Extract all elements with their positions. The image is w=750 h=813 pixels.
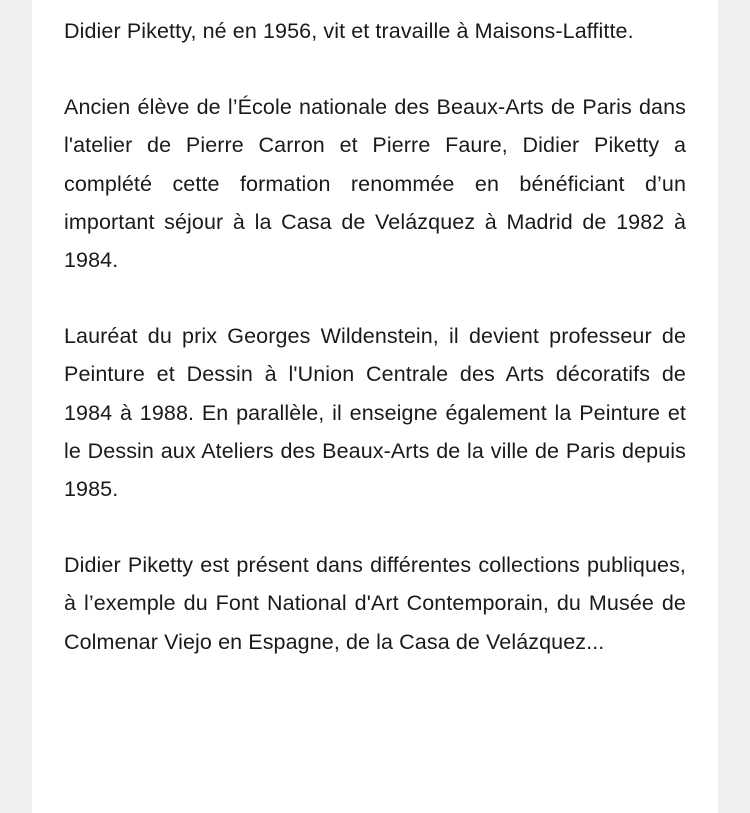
article-card — [32, 0, 718, 813]
paragraph-collections: Didier Piketty est présent dans différentes collections publiques, à l’exemple du Font National d'Art Contemporain, du Musée de Colmenar Viejo en Espagne, de la Casa de Velázquez... — [64, 553, 686, 654]
paragraph-career: Lauréat du prix Georges Wildenstein, il devient professeur de Peinture et Dessin à l'Union Centrale des Arts décoratifs de 1984 à 1988. En parallèle, il enseigne également la Peinture et le Dessin aux Ateliers des Beaux-Arts de la ville de Paris depuis 1985. — [64, 324, 686, 502]
paragraph-education: Ancien élève de l’École nationale des Beaux-Arts de Paris dans l'atelier de Pierre Carron et Pierre Faure, Didier Piketty a complété cette formation renommée en bénéficiant d’un important séjour à la Casa de Velázquez à Madrid de 1982 à 1984. — [64, 95, 686, 273]
paragraph-intro: Didier Piketty, né en 1956, vit et travaille à Maisons-Laffitte. — [64, 19, 634, 43]
